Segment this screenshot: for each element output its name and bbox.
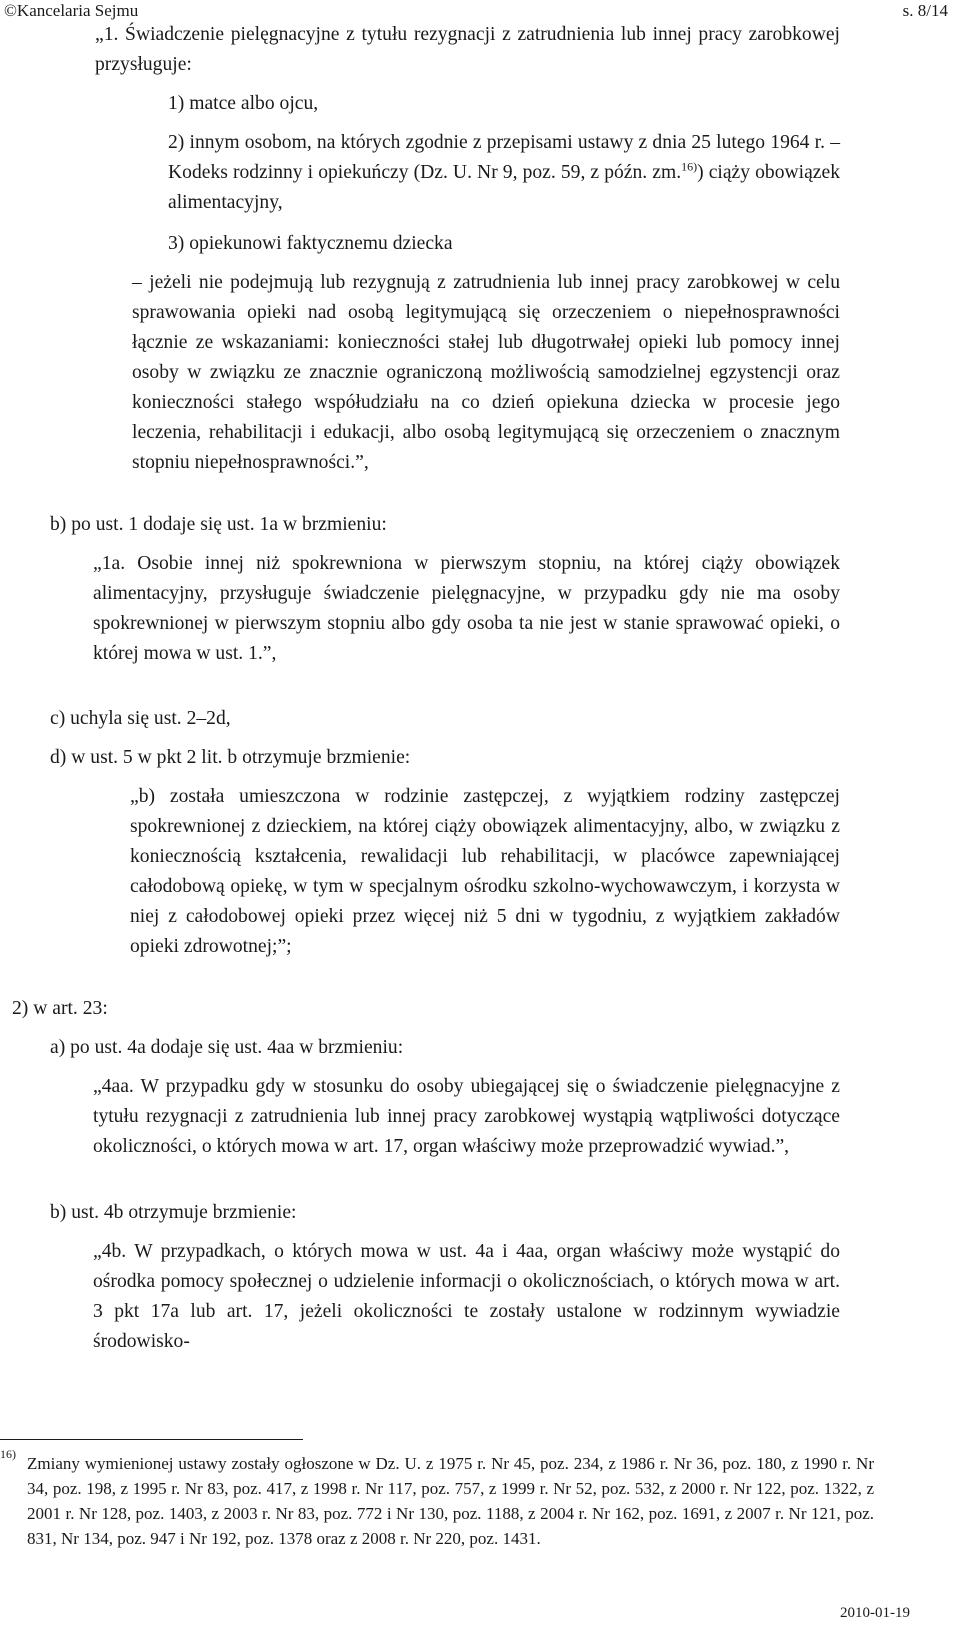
list-item-2-text: 2) innym osobom, na których zgodnie z przepisami ustawy z dnia 25 lutego 1964 r. – Kodeks rodzinny i opiekuńczy (Dz. U. Nr 9, poz. 59, z późn. zm. <box>168 132 840 183</box>
footnote-mark: 16) <box>0 1447 16 1461</box>
list-item-3: 3) opiekunowi faktycznemu dziecka <box>168 233 453 254</box>
paragraph-4: „b) została umieszczona w rodzinie zastępczej, z wyjątkiem rodziny zastępczej spokrewnionej z dzieckiem, na której ciąży obowiązek alimentacyjny, albo, w związku z koniecznością kształcenia, rewalidacji lub rehabilitacji, w placówce zapewniającej całodobową opiekę, w tym w specjalnym ośrodku szkolno-wychowawczym, i korzysta w niej z całodobowej opieki przez więcej niż 5 dni w tygodniu, z wyjątkiem zakładów opieki zdrowotnej;”; <box>130 786 840 957</box>
footnote-ref: 16) <box>681 159 698 174</box>
point-b2: b) ust. 4b otrzymuje brzmienie: <box>50 1202 297 1223</box>
paragraph-6: „4b. W przypadkach, o których mowa w ust. 4a i 4aa, organ właściwy może wystąpić do ośrodka pomocy społecznej o udzielenie informacji o okolicznościach, o których mowa w art. 3 pkt 17a lub art. 17, jeżeli okoliczności te zostały ustalone w rodzinnym wywiadzie środowisko- <box>93 1241 840 1352</box>
footnote-separator <box>0 1439 303 1440</box>
point-c1: c) uchyla się ust. 2–2d, <box>50 708 231 729</box>
list-item-1: 1) matce albo ojcu, <box>168 93 319 114</box>
paragraph-3: „1a. Osobie innej niż spokrewniona w pierwszym stopniu, na której ciąży obowiązek alimentacyjny, przysługuje świadczenie pielęgnacyjne, w przypadku gdy nie ma osoby spokrewnionej w pierwszym stopniu albo gdy osoba ta nie jest w stanie sprawować opieki, o której mowa w ust. 1.”, <box>93 553 840 664</box>
page-number: s. 8/14 <box>902 1 948 20</box>
list-item-2-tail: ) ciąży obowiązek alimentacyjny, <box>168 162 840 213</box>
point-d1: d) w ust. 5 w pkt 2 lit. b otrzymuje brzmienie: <box>50 747 411 768</box>
point-a2: a) po ust. 4a dodaje się ust. 4aa w brzmieniu: <box>50 1037 404 1058</box>
point-b1: b) po ust. 1 dodaje się ust. 1a w brzmieniu: <box>50 514 387 535</box>
article-heading: 2) w art. 23: <box>12 998 108 1019</box>
header-source: ©Kancelaria Sejmu <box>4 1 139 20</box>
list-item-2 <box>168 128 840 218</box>
footer-date: 2010-01-19 <box>840 1605 910 1621</box>
paragraph-2: – jeżeli nie podejmują lub rezygnują z zatrudnienia lub innej pracy zarobkowej w celu sprawowania opieki nad osobą legitymującą się orzeczeniem o niepełnosprawności łącznie ze wskazaniami: konieczności stałej lub długotrwałej opieki lub pomocy innej osoby w związku ze znacznie ograniczoną możliwością samodzielnej egzystencji oraz konieczności stałego współudziału na co dzień opiekuna dziecka w procesie jego leczenia, rehabilitacji i edukacji, albo osobą legitymującą się orzeczeniem o znacznym stopniu niepełnosprawności.”, <box>132 272 840 473</box>
paragraph-1: „1. Świadczenie pielęgnacyjne z tytułu rezygnacji z zatrudnienia lub innej pracy zarobkowej przysługuje: <box>95 24 840 75</box>
paragraph-5: „4aa. W przypadku gdy w stosunku do osoby ubiegającej się o świadczenie pielęgnacyjne z tytułu rezygnacji z zatrudnienia lub innej pracy zarobkowej wystąpią wątpliwości dotyczące okoliczności, o których mowa w art. 17, organ właściwy może przeprowadzić wywiad.”, <box>93 1076 840 1157</box>
footnote-text: Zmiany wymienionej ustawy zostały ogłoszone w Dz. U. z 1975 r. Nr 45, poz. 234, z 1986 r. Nr 36, poz. 180, z 1990 r. Nr 34, poz. 198, z 1995 r. Nr 83, poz. 417, z 1998 r. Nr 117, poz. 757, z 1999 r. Nr 52, poz. 532, z 2000 r. Nr 122, poz. 1322, z 2001 r. Nr 128, poz. 1403, z 2003 r. Nr 83, poz. 772 i Nr 130, poz. 1188, z 2004 r. Nr 162, poz. 1691, z 2007 r. Nr 121, poz. 831, Nr 134, poz. 947 i Nr 192, poz. 1378 oraz z 2008 r. Nr 220, poz. 1431. <box>27 1454 874 1548</box>
